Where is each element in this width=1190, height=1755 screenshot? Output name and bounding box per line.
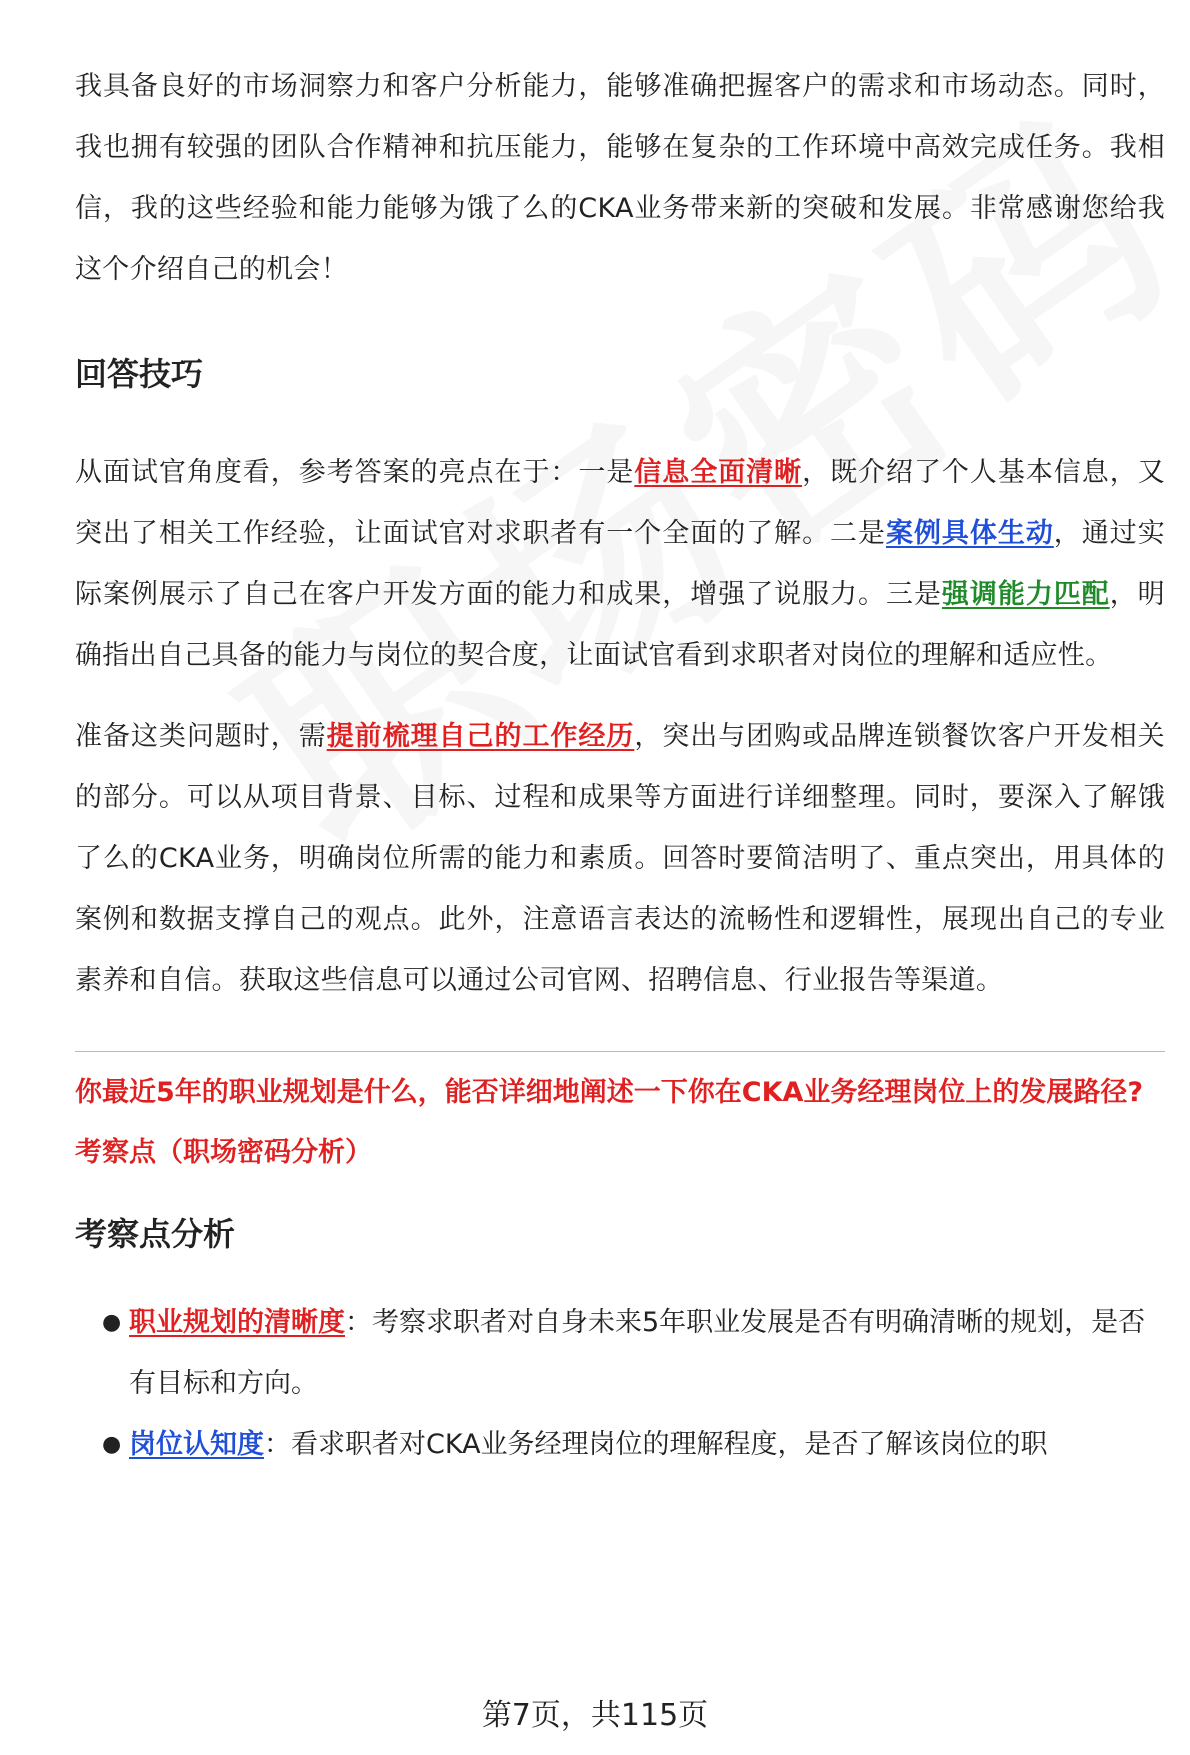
bullet-icon: ● — [102, 1432, 122, 1457]
interview-question: 你最近5年的职业规划是什么，能否详细地阐述一下你在CKA业务经理岗位上的发展路径? — [75, 1077, 1144, 1108]
highlight-work-experience: 提前梳理自己的工作经历 — [326, 721, 635, 752]
analysis-point-desc: ：看求职者对CKA业务经理岗位的理解程度，是否了解该岗位的职 — [264, 1429, 1048, 1460]
page-content — [75, 56, 1165, 1475]
tips-text: ，既介绍了个人基本信息，又突出了相关工作经验，让面试官对求职者有一个全面的了解。二是 — [75, 457, 1165, 549]
section-title-tips: 回答技巧 — [75, 355, 204, 393]
tips-text: 从面试官角度看，参考答案的亮点在于：一是 — [75, 457, 635, 488]
analysis-point-term: 岗位认知度 — [129, 1429, 264, 1460]
analysis-point — [75, 1292, 1165, 1414]
inspect-point-label: 考察点（职场密码分析） — [75, 1137, 372, 1168]
tips-paragraph-2 — [75, 706, 1165, 1011]
highlight-case-vivid: 案例具体生动 — [886, 518, 1054, 549]
tips-text: ，明确指出自己具备的能力与岗位的契合度，让面试官看到求职者对岗位的理解和适应性。 — [75, 579, 1165, 671]
analysis-point-term: 职业规划的清晰度 — [129, 1307, 345, 1338]
bullet-icon: ● — [102, 1310, 122, 1335]
analysis-point — [75, 1414, 1165, 1475]
tips-paragraph-1 — [75, 442, 1165, 686]
analysis-point-desc: ：考察求职者对自身未来5年职业发展是否有明确清晰的规划，是否有目标和方向。 — [129, 1307, 1146, 1399]
tips-text: 准备这类问题时，需 — [75, 721, 327, 752]
section-title-analysis: 考察点分析 — [75, 1215, 236, 1253]
intro-paragraph-end: 我具备良好的市场洞察力和客户分析能力，能够准确把握客户的需求和市场动态。同时，我也拥有较强的团队合作精神和抗压能力，能够在复杂的工作环境中高效完成任务。我相信，我的这些经验和能力能够为饿了么的CKA业务带来新的突破和发展。非常感谢您给我这个介绍自己的机会！ — [75, 71, 1165, 285]
highlight-info-clear: 信息全面清晰 — [634, 457, 803, 488]
highlight-ability-match: 强调能力匹配 — [941, 579, 1110, 610]
tips-text: ，通过实际案例展示了自己在客户开发方面的能力和成果，增强了说服力。三是 — [75, 518, 1165, 610]
page-number-footer: 第7页，共115页 — [481, 1698, 709, 1733]
tips-text: ，突出与团购或品牌连锁餐饮客户开发相关的部分。可以从项目背景、目标、过程和成果等方面进行详细整理。同时，要深入了解饿了么的CKA业务，明确岗位所需的能力和素质。回答时要简洁明了、重点突出，用具体的案例和数据支撑自己的观点。此外，注意语言表达的流畅性和逻辑性，展现出自己的专业素养和自信。获取这些信息可以通过公司官网、招聘信息、行业报告等渠道。 — [75, 721, 1165, 996]
analysis-points-list — [75, 1292, 1165, 1475]
